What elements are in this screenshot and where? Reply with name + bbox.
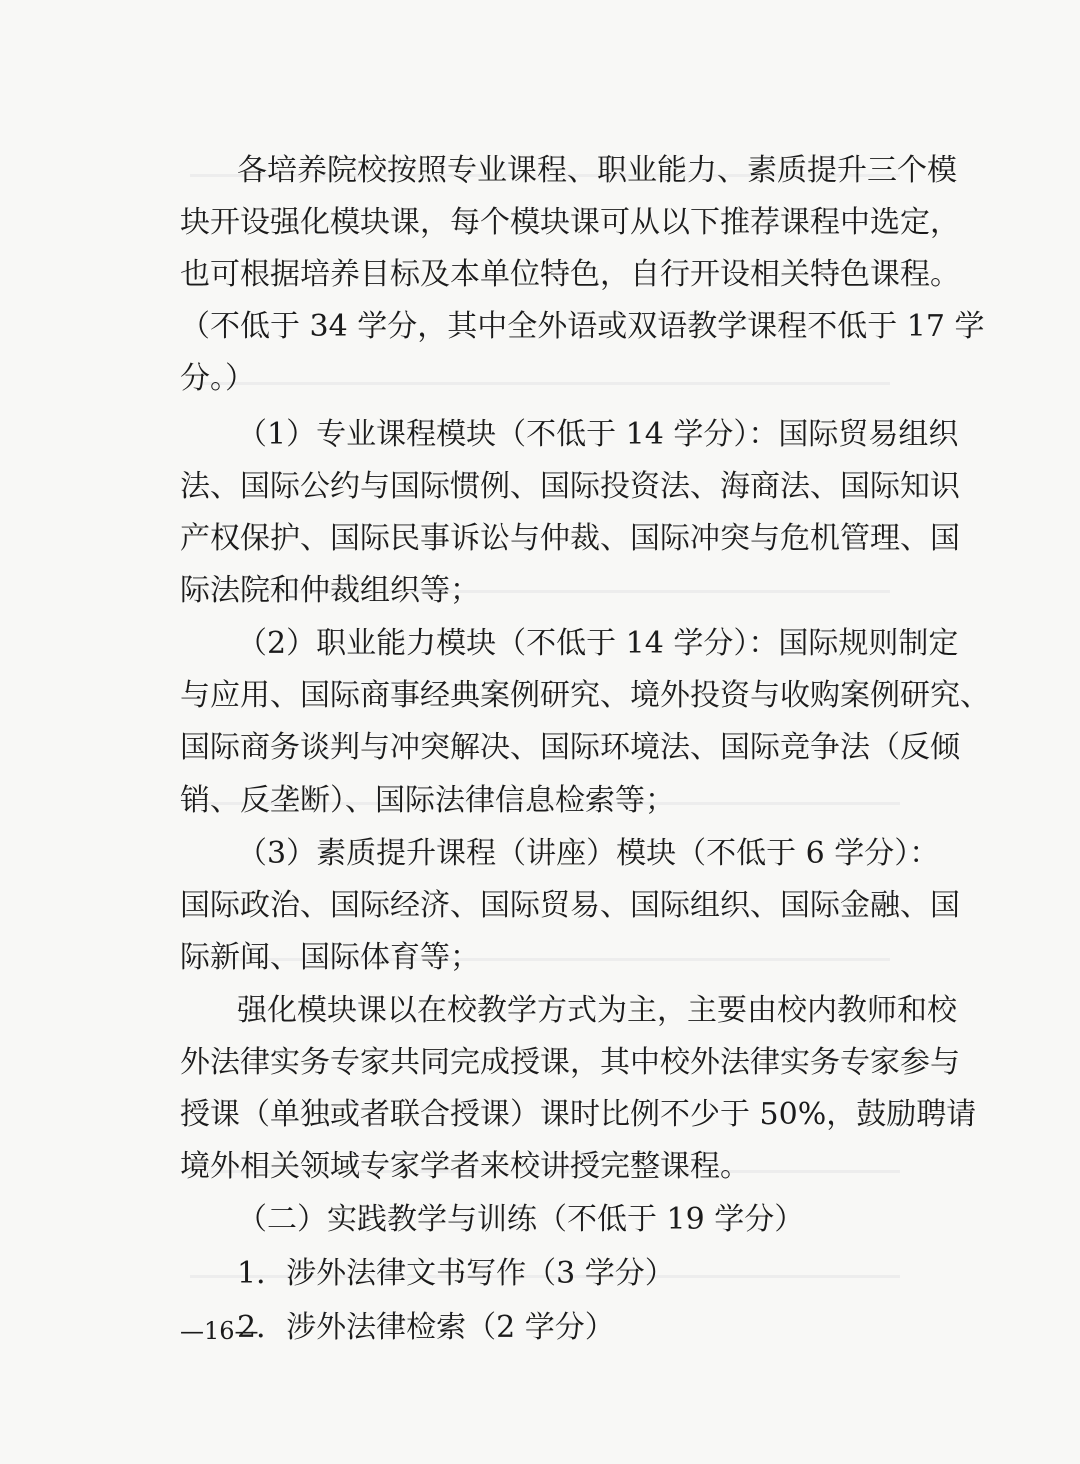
paragraph-line: （1）专业课程模块（不低于 14 学分）：国际贸易组织 — [237, 417, 959, 452]
paragraph-line: 与应用、国际商事经典案例研究、境外投资与收购案例研究、 — [180, 678, 990, 713]
paragraph-line: 授课（单独或者联合授课）课时比例不少于 50%，鼓励聘请 — [180, 1097, 977, 1132]
paragraph-line: 国际商务谈判与冲突解决、国际环境法、国际竞争法（反倾 — [180, 730, 960, 765]
paragraph-line: 法、国际公约与国际惯例、国际投资法、海商法、国际知识 — [180, 469, 960, 504]
paragraph-line: 国际政治、国际经济、国际贸易、国际组织、国际金融、国 — [180, 888, 960, 923]
paragraph-line: 际新闻、国际体育等； — [180, 940, 480, 975]
paragraph-line: 各培养院校按照专业课程、职业能力、素质提升三个模 — [237, 153, 957, 188]
paragraph-line: 产权保护、国际民事诉讼与仲裁、国际冲突与危机管理、国 — [180, 521, 960, 556]
list-item: 1．涉外法律文书写作（3 学分） — [237, 1256, 675, 1291]
page-number: —16— — [180, 1317, 259, 1345]
paragraph-line: 际法院和仲裁组织等； — [180, 573, 480, 608]
paragraph-line: 块开设强化模块课，每个模块课可从以下推荐课程中选定， — [180, 205, 960, 240]
paragraph-line: （2）职业能力模块（不低于 14 学分）：国际规则制定 — [237, 626, 959, 661]
paragraph-line: 分。） — [180, 361, 255, 396]
paragraph-line: （3）素质提升课程（讲座）模块（不低于 6 学分）： — [237, 836, 940, 871]
bleed-through-line — [200, 382, 890, 385]
paragraph-line: 外法律实务专家共同完成授课，其中校外法律实务专家参与 — [180, 1045, 960, 1080]
paragraph-line: 也可根据培养目标及本单位特色，自行开设相关特色课程。 — [180, 257, 960, 292]
paragraph-line: 境外相关领域专家学者来校讲授完整课程。 — [180, 1149, 750, 1184]
paragraph-line: （不低于 34 学分，其中全外语或双语教学课程不低于 17 学 — [180, 309, 985, 344]
paragraph-line: 强化模块课以在校教学方式为主，主要由校内教师和校 — [237, 993, 957, 1028]
section-heading: （二）实践教学与训练（不低于 19 学分） — [237, 1202, 805, 1237]
paragraph-line: 销、反垄断）、国际法律信息检索等； — [180, 783, 675, 818]
list-item: 2．涉外法律检索（2 学分） — [237, 1310, 615, 1345]
